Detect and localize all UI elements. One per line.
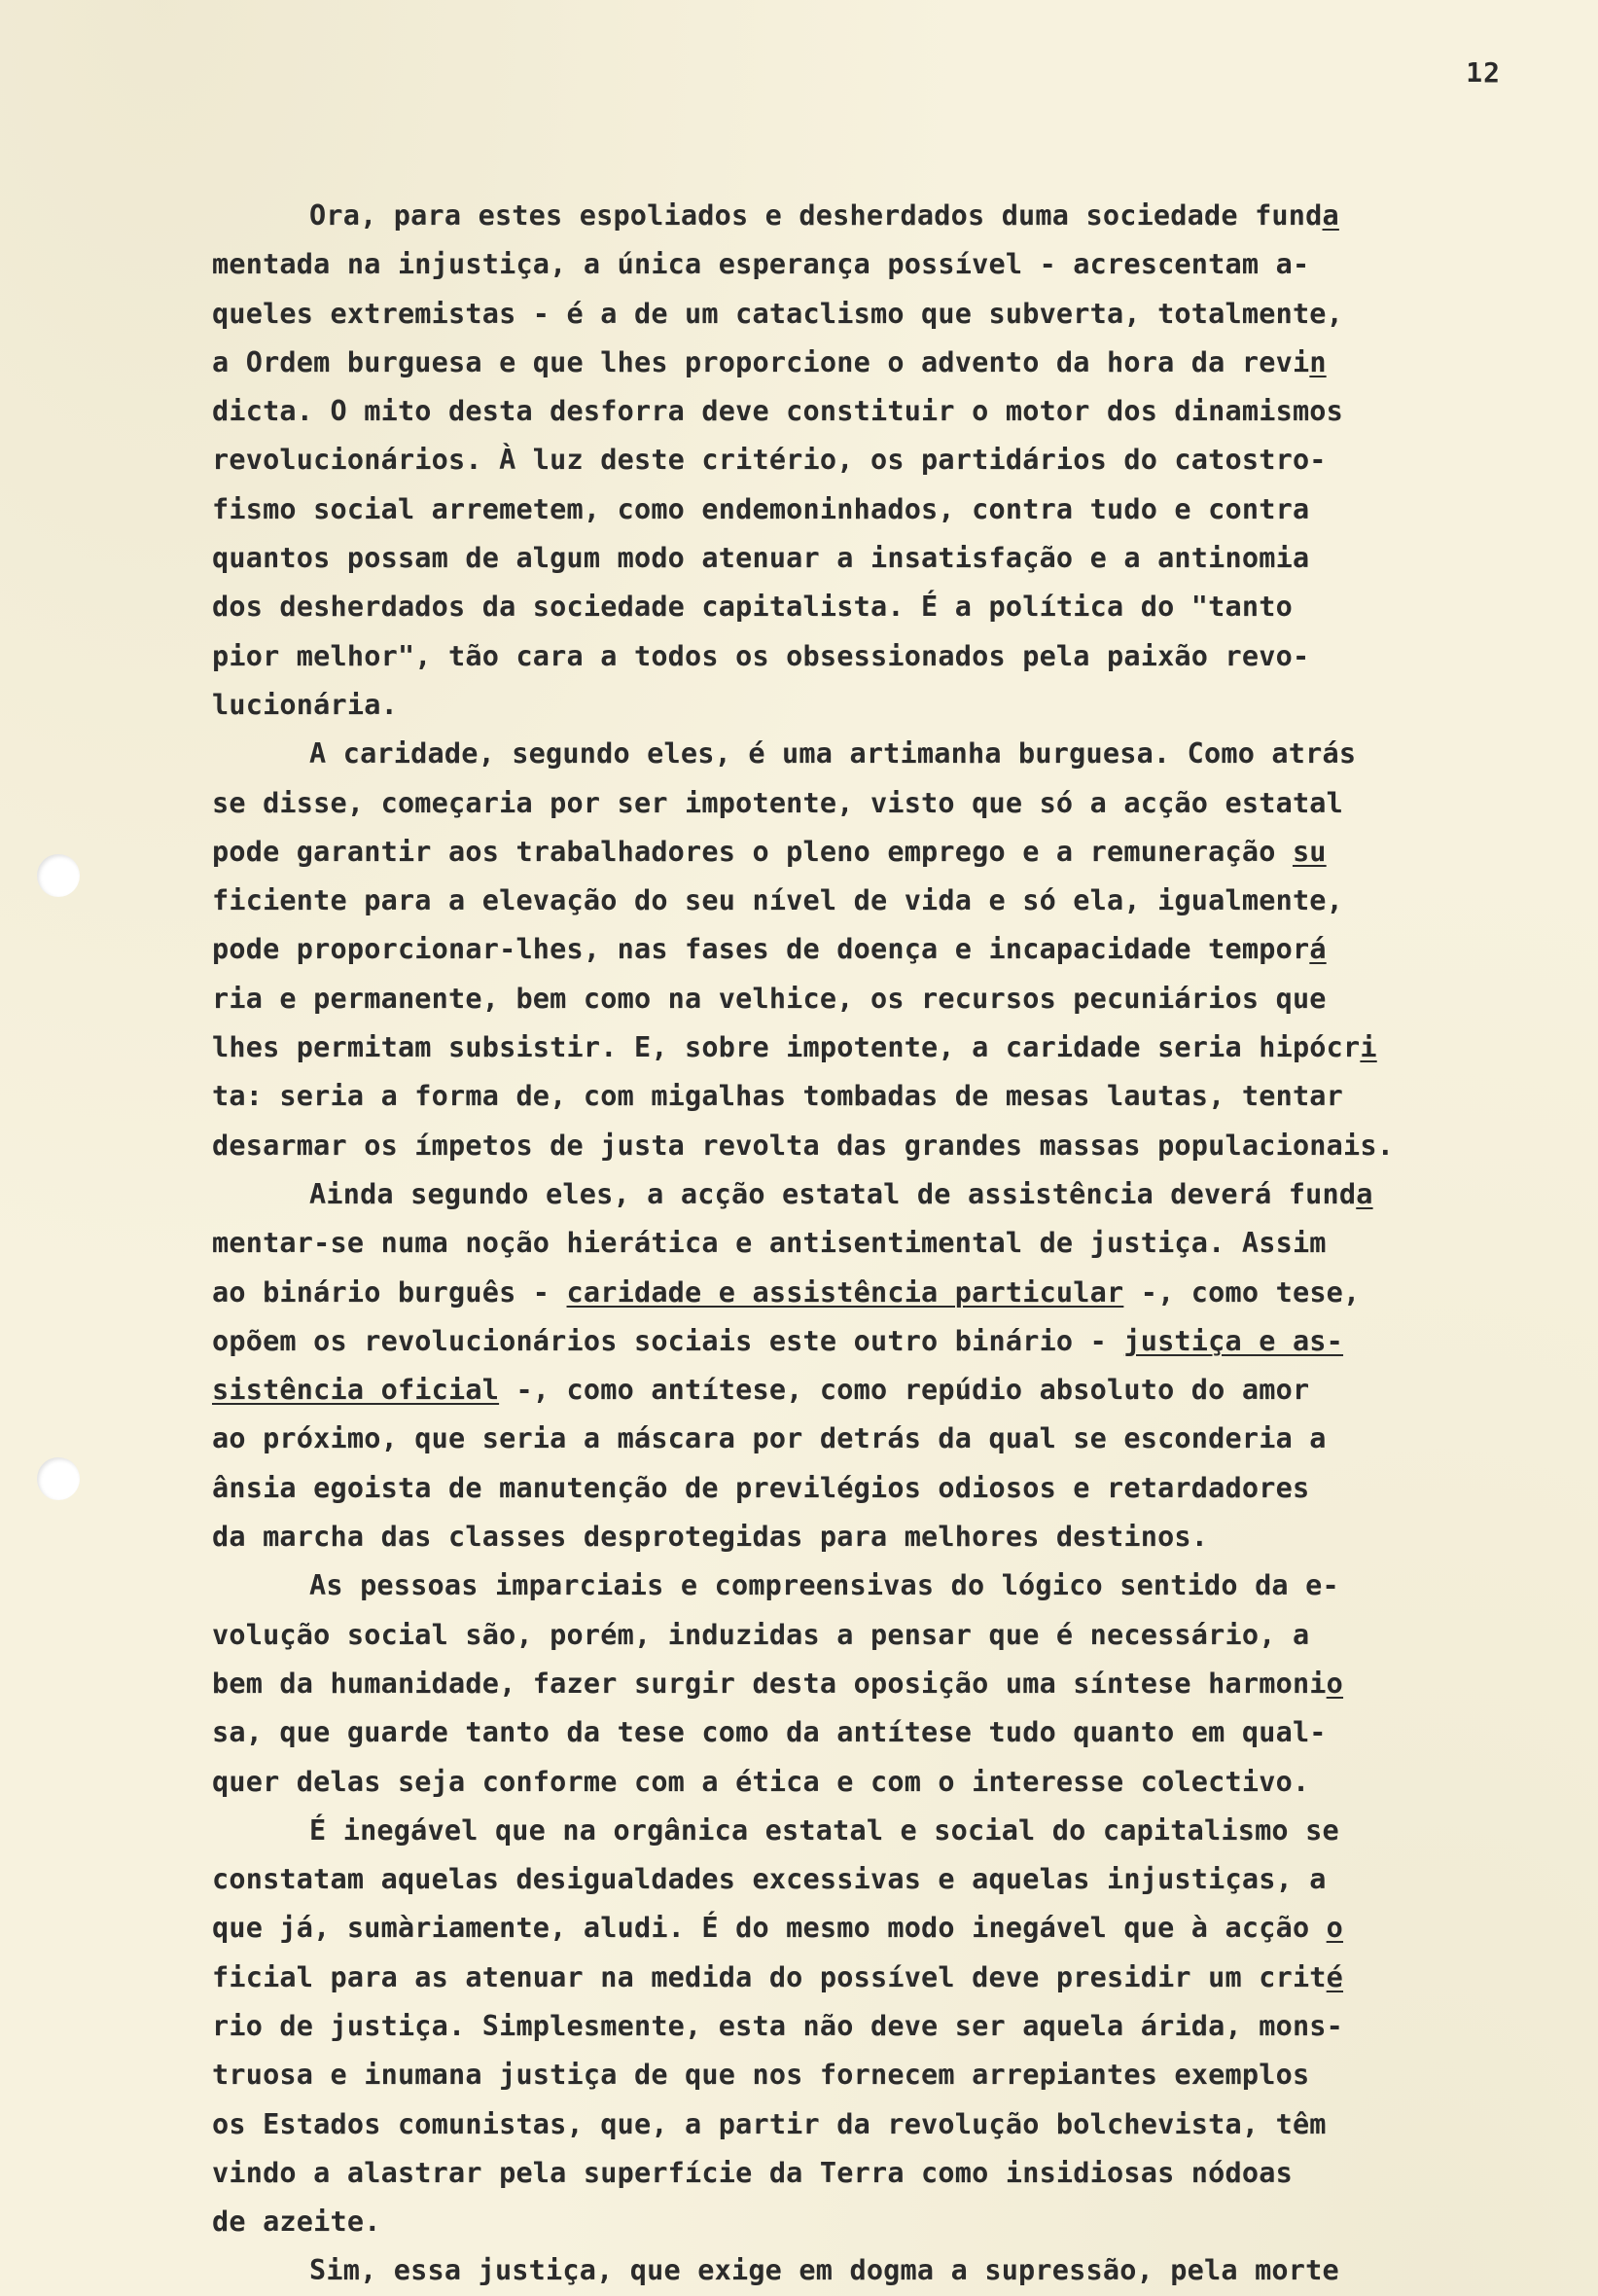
text-line	[212, 681, 1574, 730]
punch-hole-bottom	[37, 1457, 80, 1500]
text-line	[212, 779, 1574, 828]
underlined-text: a	[1356, 1177, 1373, 1210]
text-line	[212, 1660, 1574, 1708]
text-segment: A caridade, segundo eles, é uma artimanha burguesa. Como atrás	[309, 737, 1357, 771]
underlined-text: caridade e assistência particular	[566, 1275, 1124, 1309]
text-line	[212, 1122, 1574, 1170]
page-number: 12	[1466, 56, 1501, 89]
text-line	[212, 2100, 1574, 2149]
text-segment: da marcha das classes desprotegidas para melhores destinos.	[212, 1521, 1209, 1554]
text-segment: rio de justiça. Simplesmente, esta não deve ser aquela árida, mons-	[212, 2009, 1344, 2042]
text-segment: Ora, para estes espoliados e desherdados duma sociedade fund	[309, 199, 1323, 232]
underlined-text: su	[1292, 835, 1327, 868]
typewritten-body	[212, 192, 1574, 2296]
text-segment: queles extremistas - é a de um cataclismo que subverta, totalmente,	[212, 297, 1344, 330]
text-line	[212, 1415, 1574, 1463]
text-line	[212, 1758, 1574, 1807]
underlined-text: n	[1309, 345, 1327, 378]
text-line	[212, 339, 1574, 387]
text-line	[212, 1611, 1574, 1660]
text-segment: os Estados comunistas, que, a partir da revolução bolchevista, têm	[212, 2107, 1327, 2140]
text-segment: desarmar os ímpetos de justa revolta das grandes massas populacionais.	[212, 1129, 1395, 1162]
underlined-text: a	[1322, 199, 1339, 232]
text-segment: volução social são, porém, induzidas a pensar que é necessário, a	[212, 1618, 1310, 1651]
text-segment: Ainda segundo eles, a acção estatal de assistência deverá fund	[309, 1177, 1357, 1210]
text-segment: ânsia egoista de manutenção de previlégios odiosos e retardadores	[212, 1471, 1310, 1504]
underlined-text: justiça e as-	[1123, 1324, 1344, 1357]
text-segment: revolucionários. À luz deste critério, os partidários do catostro-	[212, 444, 1327, 477]
text-segment: ta: seria a forma de, com migalhas tombadas de mesas lautas, tentar	[212, 1080, 1344, 1113]
text-line	[212, 1464, 1574, 1513]
text-segment: quer delas seja conforme com a ética e com o interesse colectivo.	[212, 1765, 1310, 1798]
text-line	[212, 1317, 1574, 1366]
text-line	[212, 192, 1574, 240]
text-segment: lucionária.	[212, 688, 398, 721]
text-segment: pode proporcionar-lhes, nas fases de doença e incapacidade tempor	[212, 933, 1310, 966]
text-segment: sa, que guarde tanto da tese como da antítese tudo quanto em qual-	[212, 1716, 1327, 1749]
text-segment: que já, sumàriamente, aludi. É do mesmo modo inegável que à acção	[212, 1912, 1327, 1945]
text-line	[212, 1855, 1574, 1904]
text-line	[212, 1904, 1574, 1953]
text-segment: Sim, essa justiça, que exige em dogma a supressão, pela morte	[309, 2254, 1339, 2287]
underlined-text: é	[1326, 1960, 1344, 1993]
text-line	[212, 1170, 1574, 1219]
text-segment: ao próximo, que seria a máscara por detrás da qual se esconderia a	[212, 1422, 1327, 1455]
text-segment: se disse, começaria por ser impotente, visto que só a acção estatal	[212, 786, 1344, 819]
text-segment: -, como tese,	[1123, 1275, 1361, 1309]
underlined-text: á	[1309, 933, 1327, 966]
underlined-text: o	[1326, 1667, 1344, 1700]
punch-hole-top	[37, 854, 80, 897]
text-line	[212, 534, 1574, 583]
text-line	[212, 290, 1574, 339]
text-line	[212, 1513, 1574, 1561]
underlined-text: sistência oficial	[212, 1374, 500, 1407]
text-segment: vindo a alastrar pela superfície da Terra como insidiosas nódoas	[212, 2156, 1293, 2189]
underlined-text: i	[1360, 1031, 1377, 1064]
text-line	[212, 1366, 1574, 1415]
text-segment: bem da humanidade, fazer surgir desta oposição uma síntese harmoni	[212, 1667, 1327, 1700]
text-line	[212, 828, 1574, 877]
text-line	[212, 2002, 1574, 2051]
text-line	[212, 1219, 1574, 1268]
text-segment: ao binário burguês -	[212, 1275, 567, 1309]
text-segment: ficiente para a elevação do seu nível de vida e só ela, igualmente,	[212, 884, 1344, 917]
text-line	[212, 632, 1574, 681]
text-segment: truosa e inumana justiça de que nos fornecem arrepiantes exemplos	[212, 2059, 1310, 2092]
text-segment: ficial para as atenuar na medida do possível deve presidir um crit	[212, 1960, 1327, 1993]
text-line	[212, 1269, 1574, 1317]
text-line	[212, 925, 1574, 974]
text-line	[212, 583, 1574, 631]
text-line	[212, 730, 1574, 778]
text-segment: pior melhor", tão cara a todos os obsessionados pela paixão revo-	[212, 639, 1310, 672]
text-line	[212, 436, 1574, 484]
text-segment: dicta. O mito desta desforra deve constituir o motor dos dinamismos	[212, 395, 1344, 428]
text-segment: pode garantir aos trabalhadores o pleno emprego e a remuneração	[212, 835, 1293, 868]
text-segment: de azeite.	[212, 2206, 381, 2239]
text-segment: quantos possam de algum modo atenuar a insatisfação e a antinomia	[212, 542, 1310, 575]
text-line	[212, 1072, 1574, 1121]
text-line	[212, 2246, 1574, 2295]
underlined-text: o	[1326, 1912, 1344, 1945]
text-segment: opõem os revolucionários sociais este outro binário -	[212, 1324, 1124, 1357]
text-line	[212, 240, 1574, 289]
text-segment: dos desherdados da sociedade capitalista. É a política do "tanto	[212, 591, 1293, 624]
text-segment: ria e permanente, bem como na velhice, os recursos pecuniários que	[212, 982, 1327, 1015]
text-line	[212, 485, 1574, 534]
text-line	[212, 1807, 1574, 1855]
text-segment: -, como antítese, como repúdio absoluto do amor	[499, 1374, 1310, 1407]
text-segment: As pessoas imparciais e compreensivas do lógico sentido da e-	[309, 1569, 1339, 1602]
text-segment: fismo social arremetem, como endemoninhados, contra tudo e contra	[212, 492, 1310, 525]
text-line	[212, 877, 1574, 925]
text-segment: É inegável que na orgânica estatal e social do capitalismo se	[309, 1813, 1339, 1847]
text-line	[212, 1954, 1574, 2002]
text-line	[212, 2198, 1574, 2246]
text-line	[212, 2051, 1574, 2099]
text-line	[212, 1561, 1574, 1610]
text-segment: a Ordem burguesa e que lhes proporcione o advento da hora da revi	[212, 345, 1310, 378]
text-segment: mentar-se numa noção hierática e antisentimental de justiça. Assim	[212, 1227, 1327, 1260]
text-line	[212, 2149, 1574, 2198]
text-line	[212, 387, 1574, 436]
text-line	[212, 1708, 1574, 1757]
text-line	[212, 1023, 1574, 1072]
text-segment: mentada na injustiça, a única esperança possível - acrescentam a-	[212, 248, 1310, 281]
text-segment: constatam aquelas desigualdades excessivas e aquelas injustiças, a	[212, 1863, 1327, 1896]
text-line	[212, 975, 1574, 1023]
text-segment: lhes permitam subsistir. E, sobre impotente, a caridade seria hipócr	[212, 1031, 1361, 1064]
